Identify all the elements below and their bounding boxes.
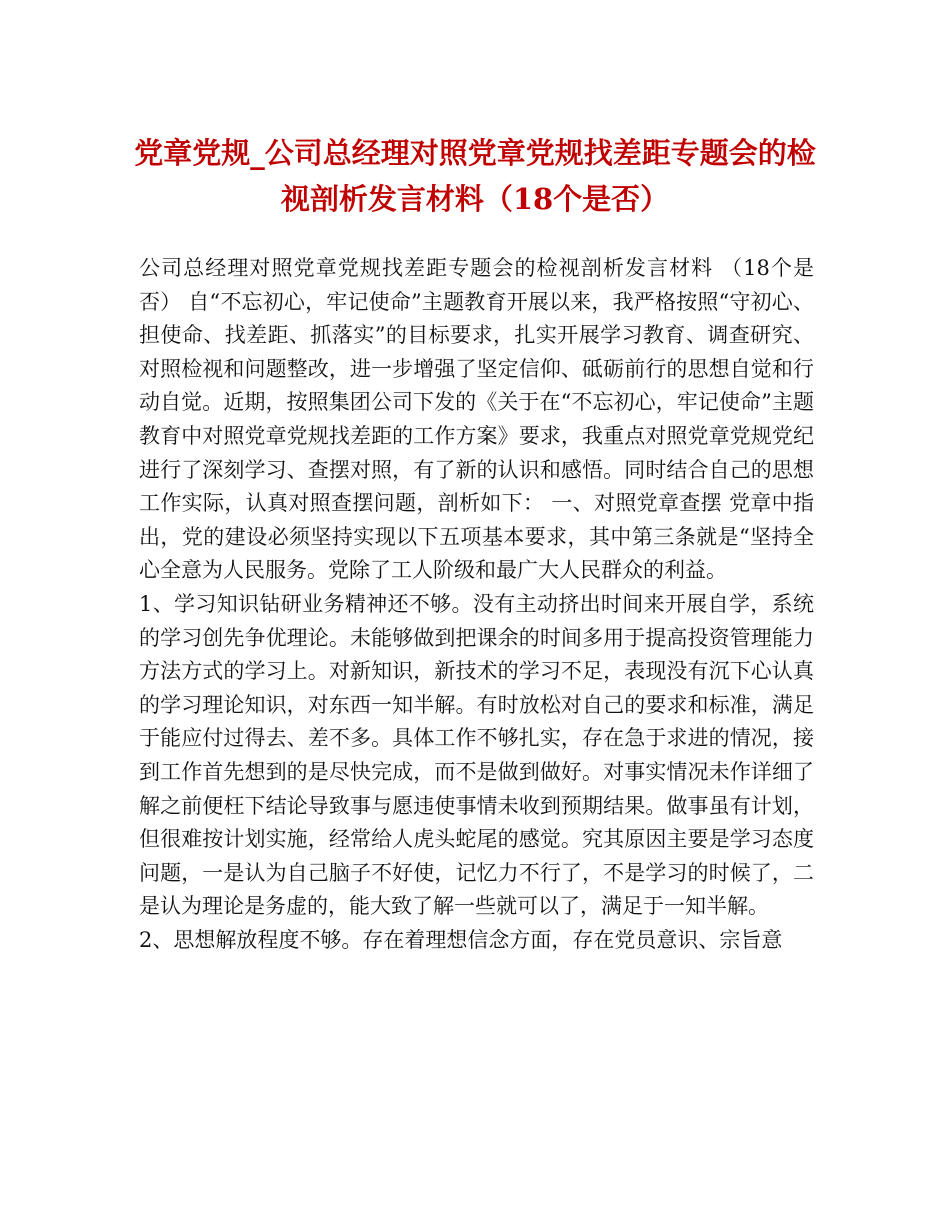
document-body bbox=[139, 252, 814, 957]
paragraph-item-2: 2、思想解放程度不够。存在着理想信念方面，存在党员意识、宗旨意 bbox=[139, 927, 783, 952]
document-title: 党章党规_公司总经理对照党章党规找差距专题会的检视剖析发言材料（18个是否） bbox=[134, 136, 816, 216]
paragraph-intro: 公司总经理对照党章党规找差距专题会的检视剖析发言材料 （18个是否） 自“不忘初心，牢记使命”主题教育开展以来，我严格按照“守初心、担使命、找差距、抓落实”的目标要求，扎实开展学习教育、调查研究、对照检视和问题整改，进一步增强了坚定信仰、砥砺前行的思想自觉和行动自觉。近期，按照集团公司下发的《关于在“不忘初心，牢记使命”主题教育中对照党章党规找差距的工作方案》要求，我重点对照党章党规党纪进行了深刻学习、查摆对照，有了新的认识和感悟。同时结合自己的思想工作实际，认真对照查摆问题，剖析如下： 一、对照党章查摆 党章中指出，党的建设必须坚持实现以下五项基本要求，其中第三条就是“坚持全心全意为人民服务。党除了工人阶级和最广大人民群众的利益。 bbox=[139, 256, 814, 583]
paragraph-item-1: 1、学习知识钻研业务精神还不够。没有主动挤出时间来开展自学，系统的学习创先争优理论。未能够做到把课余的时间多用于提高投资管理能力方法方式的学习上。对新知识，新技术的学习不足，表现没有沉下心认真的学习理论知识，对东西一知半解。有时放松对自己的要求和标准，满足于能应付过得去、差不多。具体工作不够扎实，存在急于求进的情况，接到工作首先想到的是尽快完成，而不是做到做好。对事实情况未作详细了解之前便枉下结论导致事与愿违使事情未收到预期结果。做事虽有计划，但很难按计划实施，经常给人虎头蛇尾的感觉。究其原因主要是学习态度问题，一是认为自己脑子不好使，记忆力不行了，不是学习的时候了，二是认为理论是务虚的，能大致了解一些就可以了，满足于一知半解。 bbox=[139, 591, 814, 919]
